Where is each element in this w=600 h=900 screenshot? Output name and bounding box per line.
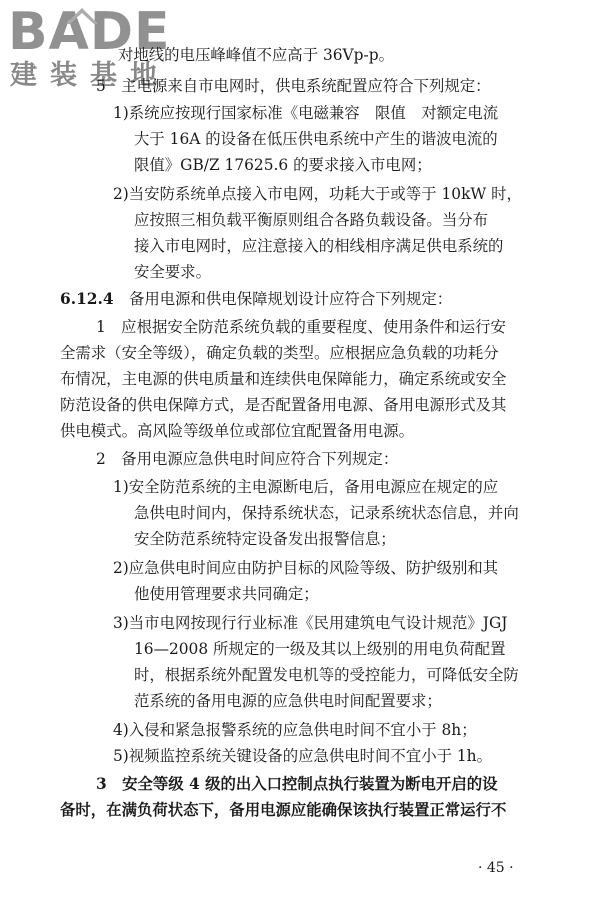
text-line: 急供电时间内，保持系统状态，记录系统状态信息，并向 xyxy=(134,504,519,522)
logo-main-text: BADE xyxy=(8,2,171,62)
text-line: 6.12.4 备用电源和供电保障规划设计应符合下列规定： xyxy=(60,290,453,308)
text-line: 时，根据系统外配置发电机等的受控能力，可降低安全防 xyxy=(134,666,519,684)
page-number: · 45 · xyxy=(478,860,514,876)
text-line: 3 安全等级 4 级的出入口控制点执行装置为断电开启的设 xyxy=(96,775,498,793)
text-line: 3)当市电网按现行行业标准《民用建筑电气设计规范》JGJ xyxy=(113,614,508,632)
text-line: 2)应急供电时间应由防护目标的风险等级、防护级别和其 xyxy=(113,559,499,577)
text-line: 范系统的备用电源的应急供电时间配置要求； xyxy=(134,692,442,710)
text-line: 对地线的电压峰峰值不应高于 36Vp-p。 xyxy=(118,46,394,64)
text-line: 供电模式。高风险等级单位或部位宜配置备用电源。 xyxy=(60,422,414,440)
text-line: 2)当安防系统单点接入市电网，功耗大于或等于 10kW 时， xyxy=(113,185,522,203)
text-line: 防范设备的供电保障方式，是否配置备用电源、备用电源形式及其 xyxy=(60,396,507,414)
logo-sub-text: 建装基地 xyxy=(10,60,170,91)
text-line: 布情况，主电源的供电质量和连续供电保障能力，确定系统或安全 xyxy=(60,370,507,388)
text-line: 5)视频监控系统关键设备的应急供电时间不宜小于 1h。 xyxy=(113,747,492,765)
text-line: 4)入侵和紧急报警系统的应急供电时间不宜小于 8h； xyxy=(113,721,477,739)
text-line: 安全要求。 xyxy=(134,263,211,281)
text-line: 16—2008 所规定的一级及其以上级别的用电负荷配置 xyxy=(134,640,506,658)
text-line: 限值》GB/Z 17625.6 的要求接入市电网； xyxy=(134,156,432,174)
logo-roof-icon xyxy=(62,4,102,50)
text-line: 5 主电源来自市电网时，供电系统配置应符合下列规定： xyxy=(96,77,491,95)
text-line: 他使用管理要求共同确定； xyxy=(134,585,319,603)
text-line: 备时，在满负荷状态下，备用电源应能确保该执行装置正常运行不 xyxy=(60,801,507,819)
text-line: 2 备用电源应急供电时间应符合下列规定： xyxy=(96,450,399,468)
text-line: 1)系统应按现行国家标准《电磁兼容 限值 对额定电流 xyxy=(113,104,499,122)
section-number: 6.12.4 xyxy=(60,290,114,308)
text-line: 1 应根据安全防范系统负载的重要程度、使用条件和运行安 xyxy=(96,318,506,336)
text-line: 应按照三相负载平衡原则组合各路负载设备。当分布 xyxy=(134,211,488,229)
text-line: 接入市电网时，应注意接入的相线相序满足供电系统的 xyxy=(134,237,504,255)
text-line: 全需求（安全等级），确定负载的类型。应根据应急负载的功耗分 xyxy=(60,344,499,362)
text-line: 大于 16A 的设备在低压供电系统中产生的谐波电流的 xyxy=(134,130,498,148)
text-line: 安全防范系统特定设备发出报警信息； xyxy=(134,530,396,548)
text-line: 1)安全防范系统的主电源断电后，备用电源应在规定的应 xyxy=(113,478,499,496)
